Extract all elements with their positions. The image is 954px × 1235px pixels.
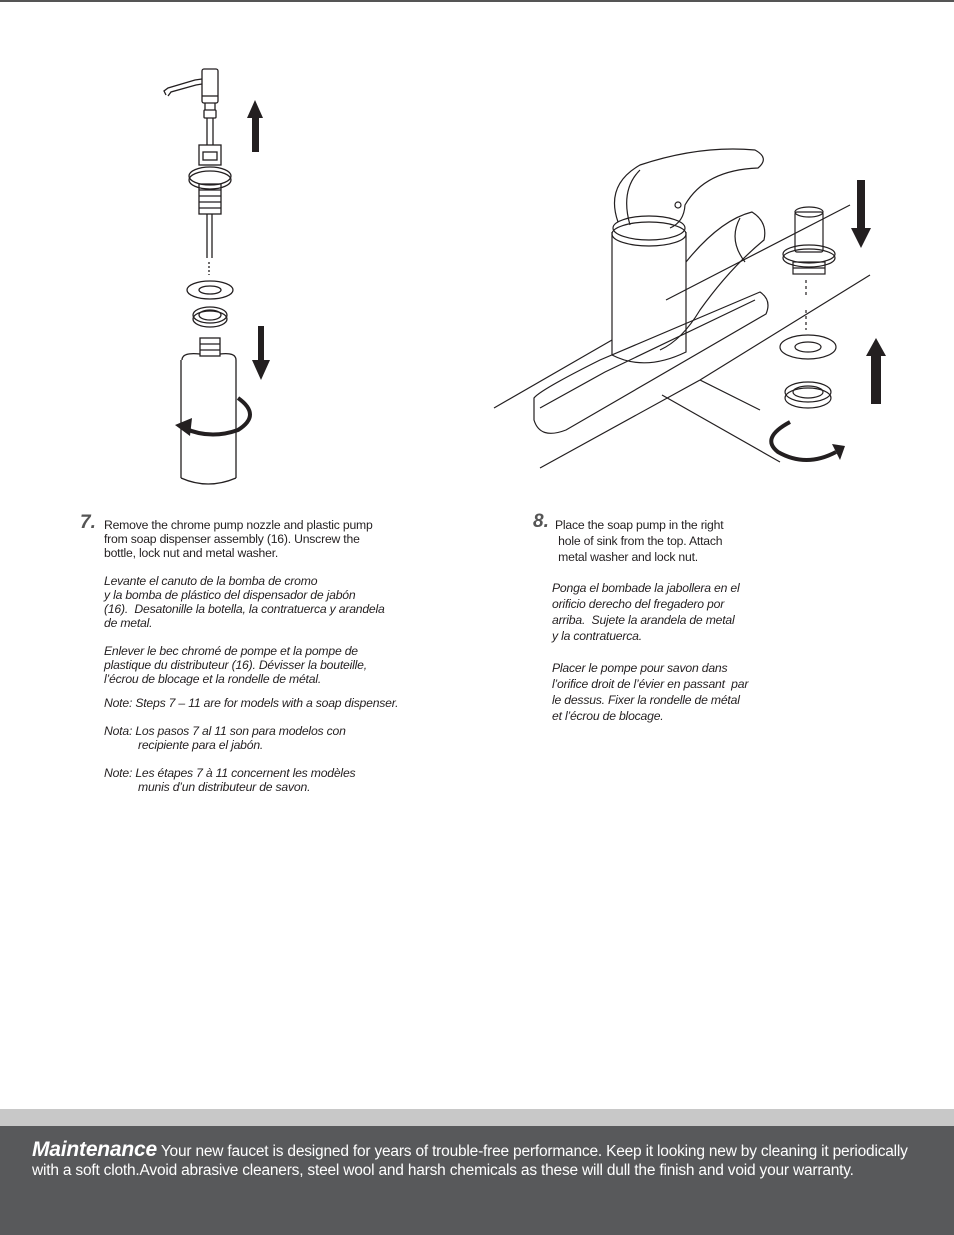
footer-light-band [0,1109,954,1126]
top-rule [0,0,954,2]
faucet-sink-installation-diagram [490,145,900,475]
step-7-spanish: Levante el canuto de la bomba de cromo y la bomba de plástico del dispensador de jabón (16). Desatonille la botella, la contratuerca y arandela de metal. [104,574,385,630]
note-english: Note: Steps 7 – 11 are for models with a soap dispenser. [104,696,399,710]
note-french-line-2: munis d’un distributeur de savon. [138,780,311,794]
maintenance-title: Maintenance [32,1138,157,1161]
step-8-number: 8. [533,511,549,532]
step-7-french: Enlever le bec chromé de pompe et la pompe de plastique du distributeur (16). Dévisser la bouteille, l’écrou de blocage et la rondelle de métal. [104,644,367,686]
note-spanish-line-1: Nota: Los pasos 7 al 11 son para modelos con [104,724,346,738]
step-8-spanish: Ponga el bombade la jabollera en el orificio derecho del fregadero por arriba. Sujete la arandela de metal y la contratuerca. [552,581,740,643]
step-8-english: Place the soap pump in the right hole of sink from the top. Attach metal washer and lock nut. [555,518,724,564]
step-8-french: Placer le pompe pour savon dans l’orifice droit de l’évier en passant par le dessus. Fixer la rondelle de métal et l’écrou de blocage. [552,661,749,723]
note-french-line-1: Note: Les étapes 7 à 11 concernent les modèles [104,766,356,780]
maintenance-text: Your new faucet is designed for years of trouble-free performance. Keep it looking new by cleaning it periodically with a soft cloth.Avoid abrasive cleaners, steel wool and harsh chemicals as these will dull the finish and void your warranty. [32,1143,908,1179]
note-spanish-line-2: recipiente para el jabón. [138,738,264,752]
maintenance-paragraph [32,1140,932,1180]
step-7-number: 7. [80,512,96,533]
soap-dispenser-exploded-diagram [150,60,300,490]
step-7-english: Remove the chrome pump nozzle and plastic pump from soap dispenser assembly (16). Unscrew the bottle, lock nut and metal washer. [104,518,373,560]
